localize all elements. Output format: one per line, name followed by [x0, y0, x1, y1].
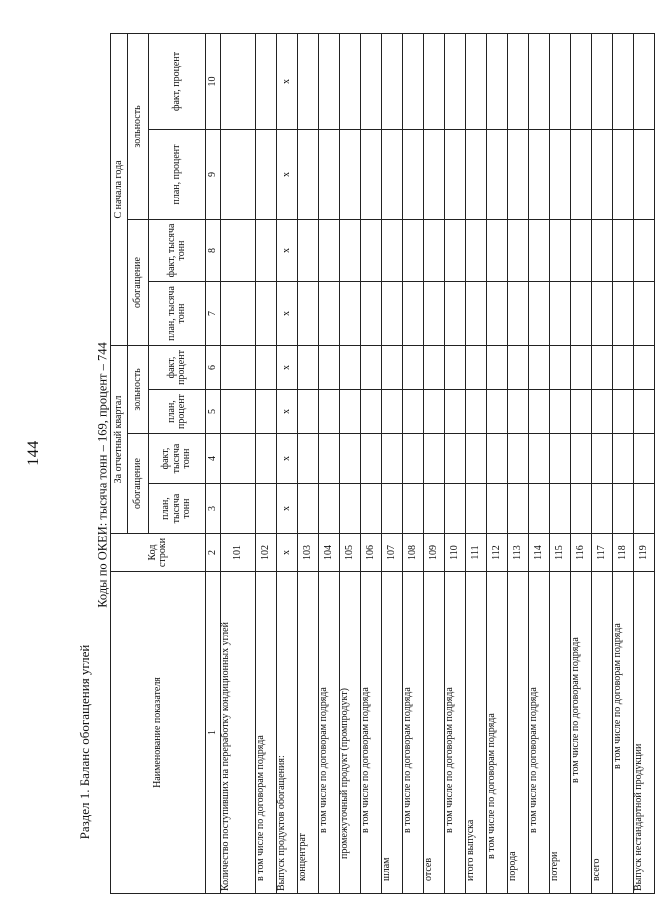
value-cell[interactable]: [634, 219, 655, 281]
value-cell[interactable]: [508, 345, 529, 389]
value-cell[interactable]: [634, 484, 655, 534]
header-y-fact-percent: факт, процент: [149, 33, 206, 129]
value-cell[interactable]: [256, 33, 277, 129]
value-cell[interactable]: [319, 219, 340, 281]
value-cell[interactable]: [466, 390, 487, 434]
value-cell[interactable]: [298, 434, 319, 484]
value-cell[interactable]: [361, 345, 382, 389]
indicator-name: порода: [508, 572, 529, 894]
table-row: [424, 33, 445, 893]
value-cell[interactable]: [403, 345, 424, 389]
value-cell[interactable]: [403, 129, 424, 219]
table-row: [508, 33, 529, 893]
value-cell[interactable]: [382, 129, 403, 219]
value-cell[interactable]: [592, 281, 613, 345]
value-cell[interactable]: [613, 434, 634, 484]
indicator-name: Выпуск продуктов обогащения:: [277, 572, 298, 894]
coal-enrichment-balance-table: [110, 33, 655, 894]
value-cell[interactable]: [571, 219, 592, 281]
indicator-name: в том числе по договорам подряда: [529, 572, 550, 894]
value-cell[interactable]: [256, 390, 277, 434]
value-cell[interactable]: [571, 345, 592, 389]
value-cell[interactable]: [298, 281, 319, 345]
indicator-name: в том числе по договорам подряда: [319, 572, 340, 894]
table-row: [613, 33, 634, 893]
table-row: [571, 33, 592, 893]
indicator-name: в том числе по договорам подряда: [361, 572, 382, 894]
value-cell[interactable]: [592, 434, 613, 484]
value-cell[interactable]: [361, 281, 382, 345]
value-cell[interactable]: [424, 281, 445, 345]
value-cell[interactable]: [319, 484, 340, 534]
column-number: 10: [206, 33, 221, 129]
indicator-name: в том числе по договорам подряда: [613, 572, 634, 894]
value-cell[interactable]: [319, 33, 340, 129]
value-cell[interactable]: [634, 281, 655, 345]
value-cell[interactable]: [361, 129, 382, 219]
value-cell[interactable]: [256, 484, 277, 534]
value-cell[interactable]: [221, 345, 256, 389]
value-cell[interactable]: [571, 434, 592, 484]
column-number: 4: [206, 434, 221, 484]
value-cell[interactable]: [508, 390, 529, 434]
column-number: 6: [206, 345, 221, 389]
row-code: 103: [298, 534, 319, 572]
indicator-name: потери: [550, 572, 571, 894]
value-cell[interactable]: [466, 484, 487, 534]
value-cell[interactable]: [340, 390, 361, 434]
indicator-name: в том числе по договорам подряда: [256, 572, 277, 894]
value-cell[interactable]: [487, 345, 508, 389]
table-row: [445, 33, 466, 893]
value-cell[interactable]: [466, 33, 487, 129]
table-row: [319, 33, 340, 893]
value-cell[interactable]: [319, 345, 340, 389]
value-cell[interactable]: [361, 33, 382, 129]
value-cell[interactable]: [487, 390, 508, 434]
table-body: [221, 33, 655, 893]
value-cell[interactable]: [529, 434, 550, 484]
value-cell[interactable]: [382, 390, 403, 434]
value-cell[interactable]: [529, 219, 550, 281]
indicator-name: отсев: [424, 572, 445, 894]
header-quarter-enrichment: обогащение: [128, 434, 149, 534]
value-cell[interactable]: [298, 219, 319, 281]
value-cell[interactable]: [382, 33, 403, 129]
column-number: 1: [206, 572, 221, 894]
value-cell[interactable]: [340, 281, 361, 345]
value-cell[interactable]: [319, 281, 340, 345]
row-code: 116: [571, 534, 592, 572]
value-cell[interactable]: [298, 345, 319, 389]
value-cell[interactable]: [592, 33, 613, 129]
value-cell[interactable]: х: [277, 345, 298, 389]
value-cell[interactable]: [340, 434, 361, 484]
value-cell[interactable]: [550, 129, 571, 219]
section-title: Раздел 1. Баланс обогащения углей: [77, 644, 92, 840]
indicator-name: Количество поступивших на переработку кондиционных углей: [221, 572, 256, 894]
value-cell[interactable]: [592, 345, 613, 389]
row-code: 111: [466, 534, 487, 572]
indicator-name: промежуточный продукт (промпродукт): [340, 572, 361, 894]
value-cell[interactable]: [508, 33, 529, 129]
value-cell[interactable]: [466, 129, 487, 219]
value-cell[interactable]: [466, 434, 487, 484]
value-cell[interactable]: [508, 434, 529, 484]
row-code: 119: [634, 534, 655, 572]
value-cell[interactable]: [613, 345, 634, 389]
value-cell[interactable]: х: [277, 33, 298, 129]
value-cell[interactable]: [550, 484, 571, 534]
table-row: [221, 33, 256, 893]
row-code: 117: [592, 534, 613, 572]
indicator-name: всего: [592, 572, 613, 894]
value-cell[interactable]: [424, 219, 445, 281]
value-cell[interactable]: [424, 390, 445, 434]
value-cell[interactable]: [424, 484, 445, 534]
row-code: х: [277, 534, 298, 572]
value-cell[interactable]: [529, 33, 550, 129]
table-row: [298, 33, 319, 893]
value-cell[interactable]: [529, 484, 550, 534]
row-code: 107: [382, 534, 403, 572]
value-cell[interactable]: [613, 390, 634, 434]
row-code: 104: [319, 534, 340, 572]
column-number-row: [206, 33, 221, 893]
value-cell[interactable]: [466, 345, 487, 389]
value-cell[interactable]: [613, 129, 634, 219]
value-cell[interactable]: [487, 129, 508, 219]
value-cell[interactable]: [508, 281, 529, 345]
value-cell[interactable]: [445, 281, 466, 345]
value-cell[interactable]: [634, 345, 655, 389]
table-row: [487, 33, 508, 893]
row-code: 115: [550, 534, 571, 572]
table-row: [403, 33, 424, 893]
header-year-ash: зольность: [128, 33, 149, 219]
value-cell[interactable]: [340, 33, 361, 129]
value-cell[interactable]: [319, 129, 340, 219]
value-cell[interactable]: [382, 281, 403, 345]
row-code: 108: [403, 534, 424, 572]
column-number: 3: [206, 484, 221, 534]
value-cell[interactable]: [424, 434, 445, 484]
value-cell[interactable]: [403, 484, 424, 534]
value-cell[interactable]: [445, 129, 466, 219]
units-note: Коды по ОКЕИ: тысяча тонн – 169, процент – 744: [95, 342, 110, 608]
value-cell[interactable]: х: [277, 219, 298, 281]
row-code: 113: [508, 534, 529, 572]
column-number: 5: [206, 390, 221, 434]
value-cell[interactable]: [361, 390, 382, 434]
value-cell[interactable]: [221, 219, 256, 281]
value-cell[interactable]: [221, 129, 256, 219]
value-cell[interactable]: [382, 484, 403, 534]
value-cell[interactable]: [445, 345, 466, 389]
value-cell[interactable]: [340, 345, 361, 389]
table-row: [466, 33, 487, 893]
value-cell[interactable]: [571, 390, 592, 434]
value-cell[interactable]: [487, 33, 508, 129]
value-cell[interactable]: [319, 434, 340, 484]
value-cell[interactable]: [466, 219, 487, 281]
indicator-name: в том числе по договорам подряда: [445, 572, 466, 894]
value-cell[interactable]: [403, 281, 424, 345]
value-cell[interactable]: [550, 33, 571, 129]
value-cell[interactable]: [445, 484, 466, 534]
value-cell[interactable]: [319, 390, 340, 434]
header-y-plan-tonnes: план, тысяча тонн: [149, 281, 206, 345]
column-number: 2: [206, 534, 221, 572]
row-code: 102: [256, 534, 277, 572]
row-code: 105: [340, 534, 361, 572]
row-code: 106: [361, 534, 382, 572]
header-q-fact-tonnes: факт, тысяча тонн: [149, 434, 206, 484]
table-row: [361, 33, 382, 893]
value-cell[interactable]: [221, 390, 256, 434]
value-cell[interactable]: х: [277, 484, 298, 534]
value-cell[interactable]: [298, 33, 319, 129]
row-code: 118: [613, 534, 634, 572]
value-cell[interactable]: [424, 33, 445, 129]
value-cell[interactable]: [403, 390, 424, 434]
value-cell[interactable]: [634, 390, 655, 434]
value-cell[interactable]: [550, 281, 571, 345]
indicator-name: в том числе по договорам подряда: [403, 572, 424, 894]
value-cell[interactable]: [221, 281, 256, 345]
value-cell[interactable]: [529, 345, 550, 389]
value-cell[interactable]: [529, 390, 550, 434]
value-cell[interactable]: [529, 281, 550, 345]
value-cell[interactable]: [487, 484, 508, 534]
row-code: 112: [487, 534, 508, 572]
value-cell[interactable]: [508, 219, 529, 281]
table-row: [340, 33, 361, 893]
value-cell[interactable]: [403, 219, 424, 281]
value-cell[interactable]: [592, 484, 613, 534]
value-cell[interactable]: [403, 434, 424, 484]
header-year-enrichment: обогащение: [128, 219, 149, 345]
value-cell[interactable]: [550, 434, 571, 484]
indicator-name: в том числе по договорам подряда: [487, 572, 508, 894]
value-cell[interactable]: [361, 219, 382, 281]
value-cell[interactable]: [487, 281, 508, 345]
value-cell[interactable]: [613, 281, 634, 345]
value-cell[interactable]: [403, 33, 424, 129]
header-indicator-name: Наименование показателя: [111, 572, 206, 894]
column-number: 7: [206, 281, 221, 345]
value-cell[interactable]: х: [277, 390, 298, 434]
table-row: [382, 33, 403, 893]
value-cell[interactable]: [256, 281, 277, 345]
value-cell[interactable]: [256, 219, 277, 281]
value-cell[interactable]: [487, 434, 508, 484]
page-number: 144: [25, 440, 42, 466]
value-cell[interactable]: [221, 484, 256, 534]
table-row: [256, 33, 277, 893]
table-row: [634, 33, 655, 893]
value-cell[interactable]: [634, 129, 655, 219]
table-row: [550, 33, 571, 893]
value-cell[interactable]: [256, 129, 277, 219]
table-row: [277, 33, 298, 893]
value-cell[interactable]: [298, 390, 319, 434]
value-cell[interactable]: [382, 434, 403, 484]
column-number: 9: [206, 129, 221, 219]
value-cell[interactable]: [221, 33, 256, 129]
table-row: [529, 33, 550, 893]
indicator-name: концентрат: [298, 572, 319, 894]
value-cell[interactable]: [592, 390, 613, 434]
value-cell[interactable]: [634, 434, 655, 484]
header-q-plan-percent: план, процент: [149, 390, 206, 434]
value-cell[interactable]: [613, 219, 634, 281]
value-cell[interactable]: [424, 129, 445, 219]
value-cell[interactable]: [256, 434, 277, 484]
header-q-plan-tonnes: план, тысяча тонн: [149, 484, 206, 534]
indicator-name: шлам: [382, 572, 403, 894]
value-cell[interactable]: [592, 219, 613, 281]
value-cell[interactable]: [221, 434, 256, 484]
value-cell[interactable]: [361, 434, 382, 484]
value-cell[interactable]: [298, 484, 319, 534]
value-cell[interactable]: х: [277, 281, 298, 345]
value-cell[interactable]: [613, 484, 634, 534]
value-cell[interactable]: [592, 129, 613, 219]
rotated-table-frame: [110, 34, 649, 894]
header-y-fact-tonnes: факт, тысяча тонн: [149, 219, 206, 281]
row-code: 114: [529, 534, 550, 572]
value-cell[interactable]: [340, 129, 361, 219]
value-cell[interactable]: [634, 33, 655, 129]
row-code: 101: [221, 534, 256, 572]
value-cell[interactable]: [445, 33, 466, 129]
value-cell[interactable]: [445, 390, 466, 434]
value-cell[interactable]: х: [277, 129, 298, 219]
value-cell[interactable]: [466, 281, 487, 345]
value-cell[interactable]: [571, 129, 592, 219]
value-cell[interactable]: [256, 345, 277, 389]
value-cell[interactable]: [340, 219, 361, 281]
value-cell[interactable]: [571, 33, 592, 129]
row-code: 109: [424, 534, 445, 572]
table-row: [592, 33, 613, 893]
value-cell[interactable]: [571, 484, 592, 534]
value-cell[interactable]: [382, 345, 403, 389]
header-row-code: Код строки: [111, 534, 206, 572]
value-cell[interactable]: [382, 219, 403, 281]
value-cell[interactable]: [445, 434, 466, 484]
value-cell[interactable]: [550, 345, 571, 389]
value-cell[interactable]: [340, 484, 361, 534]
value-cell[interactable]: [613, 33, 634, 129]
indicator-name: в том числе по договорам подряда: [571, 572, 592, 894]
balance-table-container: [110, 34, 649, 894]
header-q-fact-percent: факт, процент: [149, 345, 206, 389]
value-cell[interactable]: [529, 129, 550, 219]
value-cell[interactable]: [424, 345, 445, 389]
value-cell[interactable]: [550, 390, 571, 434]
value-cell[interactable]: [508, 484, 529, 534]
column-number: 8: [206, 219, 221, 281]
value-cell[interactable]: [361, 484, 382, 534]
header-year: С начала года: [111, 33, 128, 345]
value-cell[interactable]: [487, 219, 508, 281]
row-code: 110: [445, 534, 466, 572]
value-cell[interactable]: [298, 129, 319, 219]
value-cell[interactable]: х: [277, 434, 298, 484]
value-cell[interactable]: [550, 219, 571, 281]
header-quarter: За отчетный квартал: [111, 345, 128, 533]
indicator-name: итого выпуска: [466, 572, 487, 894]
header-y-plan-percent: план, процент: [149, 129, 206, 219]
value-cell[interactable]: [571, 281, 592, 345]
header-quarter-ash: зольность: [128, 345, 149, 433]
value-cell[interactable]: [445, 219, 466, 281]
indicator-name: Выпуск нестандартной продукции: [634, 572, 655, 894]
value-cell[interactable]: [508, 129, 529, 219]
